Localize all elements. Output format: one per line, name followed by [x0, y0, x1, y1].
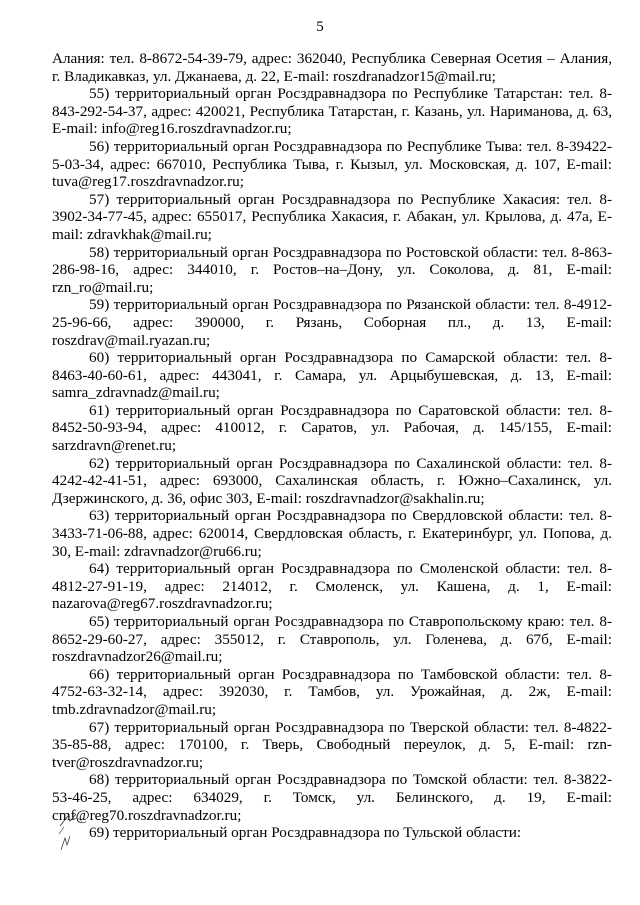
- list-item-text: территориальный орган Росздравнадзора по Республике Татарстан: тел. 8-843-292-54-37, адрес: 420021, Республика Татарстан, г. Казань, ул. Нариманова, д. 63, E-mail: info@reg16.roszdravnadzor.ru;: [52, 85, 612, 138]
- list-item-number: 63): [89, 507, 110, 525]
- list-item-number: 59): [89, 296, 110, 314]
- list-item-number: 55): [89, 85, 110, 103]
- list-item-number: 68): [89, 771, 110, 789]
- list-item: [52, 771, 612, 824]
- list-item-text: территориальный орган Росздравнадзора по Саратовской области: тел. 8-8452-50-93-94, адрес: 410012, г. Саратов, ул. Рабочая, д. 145/155, E-mail: sarzdravn@renet.ru;: [52, 401, 612, 455]
- list-item-text: территориальный орган Росздравнадзора по Республике Хакасия: тел. 8-3902-34-77-45, адрес: 655017, Республика Хакасия, г. Абакан, ул. Крылова, д. 47а, E-mail: zdravkhak@mail.ru;: [52, 190, 613, 243]
- list-item: [52, 85, 612, 138]
- list-item-text: территориальный орган Росздравнадзора по Ставропольскому краю: тел. 8-8652-29-60-27, адрес: 355012, г. Ставрополь, ул. Голенева, д. 67б, E-mail: roszdravnadzor26@mail.ru;: [52, 613, 613, 666]
- list-item-text: территориальный орган Росздравнадзора по Тамбовской области: тел. 8-4752-63-32-14, адрес: 392030, г. Тамбов, ул. Урожайная, д. 2ж, E-mail: tmb.zdravnadzor@mail.ru;: [52, 665, 612, 718]
- margin-scribble: [56, 812, 90, 852]
- list-item: [52, 507, 612, 560]
- page-number: 5: [316, 19, 324, 35]
- list-item-number: 66): [89, 665, 110, 683]
- list-item: [52, 244, 612, 297]
- list-item-text: территориальный орган Росздравнадзора по Томской области: тел. 8-3822-53-46-25, адрес: 634029, г. Томск, ул. Белинского, д. 19, E-mail: cmf@reg70.roszdravnadzor.ru;: [52, 771, 613, 824]
- list-item: [52, 824, 612, 842]
- list-item-text: территориальный орган Росздравнадзора по Самарской области: тел. 8-8463-40-60-61, адрес: 443041, г. Самара, ул. Арцыбушевская, д. 13, E-mail: samra_zdravnadz@mail.ru;: [52, 349, 612, 402]
- list-item: [52, 613, 612, 666]
- list-item-text: территориальный орган Росздравнадзора по Сахалинской области: тел. 8-4242-42-41-51, адрес: 693000, Сахалинская область, г. Южно–Сахалинск, ул. Дзержинского, д. 36, офис 303, E-mail: roszdravnadzor@sakhalin.ru;: [52, 454, 613, 507]
- list-item-number: 69): [89, 824, 110, 842]
- list-item: [52, 191, 612, 244]
- list-item: [52, 455, 612, 508]
- list-item-number: 65): [89, 613, 110, 630]
- intro-paragraph: Алания: тел. 8-8672-54-39-79, адрес: 362040, Республика Северная Осетия – Алания, г. Владикавказ, ул. Джанаева, д. 22, E-mail: roszdranadzor15@mail.ru;: [52, 50, 612, 85]
- list-item-number: 58): [89, 243, 110, 261]
- list-item-text: территориальный орган Росздравнадзора по Ростовской области: тел. 8-863-286-98-16, адрес: 344010, г. Ростов–на–Дону, ул. Соколова, д. 81, E-mail: rzn_ro@mail.ru;: [52, 243, 613, 296]
- list-item: [52, 666, 612, 719]
- list-item-text: территориальный орган Росздравнадзора по Смоленской области: тел. 8-4812-27-91-19, адрес: 214012, г. Смоленск, ул. Кашена, д. 1, E-mail: nazarova@reg67.roszdravnadzor.ru;: [52, 560, 613, 613]
- list-item: [52, 349, 612, 402]
- list-item-text: территориальный орган Росздравнадзора по Республике Тыва: тел. 8-39422-5-03-34, адрес: 667010, Республика Тыва, г. Кызыл, ул. Московская, д. 107, E-mail: tuva@reg17.roszdravnadzor.ru;: [52, 137, 612, 191]
- list-item-text: территориальный орган Росздравнадзора по Рязанской области: тел. 8-4912-25-96-66, адрес: 390000, г. Рязань, Соборная пл., д. 13, E-mail: roszdrav@mail.ryazan.ru;: [52, 296, 612, 349]
- list-item: [52, 719, 612, 772]
- list-item: [52, 138, 612, 191]
- list-item-number: 57): [89, 190, 110, 208]
- list-item-number: 61): [89, 401, 110, 419]
- list-item-text: территориальный орган Росздравнадзора по Свердловской области: тел. 8-3433-71-06-88, адрес: 620014, Свердловская область, г. Екатеринбург, ул. Попова, д. 30, E-mail: zdravnadzor@ru66.ru;: [52, 507, 613, 560]
- list-item-number: 64): [89, 560, 110, 578]
- list-item: [52, 402, 612, 455]
- list-item: [52, 560, 612, 613]
- list-item: [52, 296, 612, 349]
- list-item-number: 60): [89, 349, 110, 367]
- list-item-text: территориальный орган Росздравнадзора по Тульской области:: [113, 824, 522, 842]
- list-item-number: 62): [89, 454, 110, 472]
- document-body: [52, 50, 612, 842]
- list-item-text: территориальный орган Росздравнадзора по Тверской области: тел. 8-4822-35-85-88, адрес: 170100, г. Тверь, Свободный переулок, д. 5, E-mail: rzn-tver@roszdravnadzor.ru;: [52, 718, 612, 771]
- list-item-number: 56): [89, 137, 110, 155]
- list-item-number: 67): [89, 718, 110, 736]
